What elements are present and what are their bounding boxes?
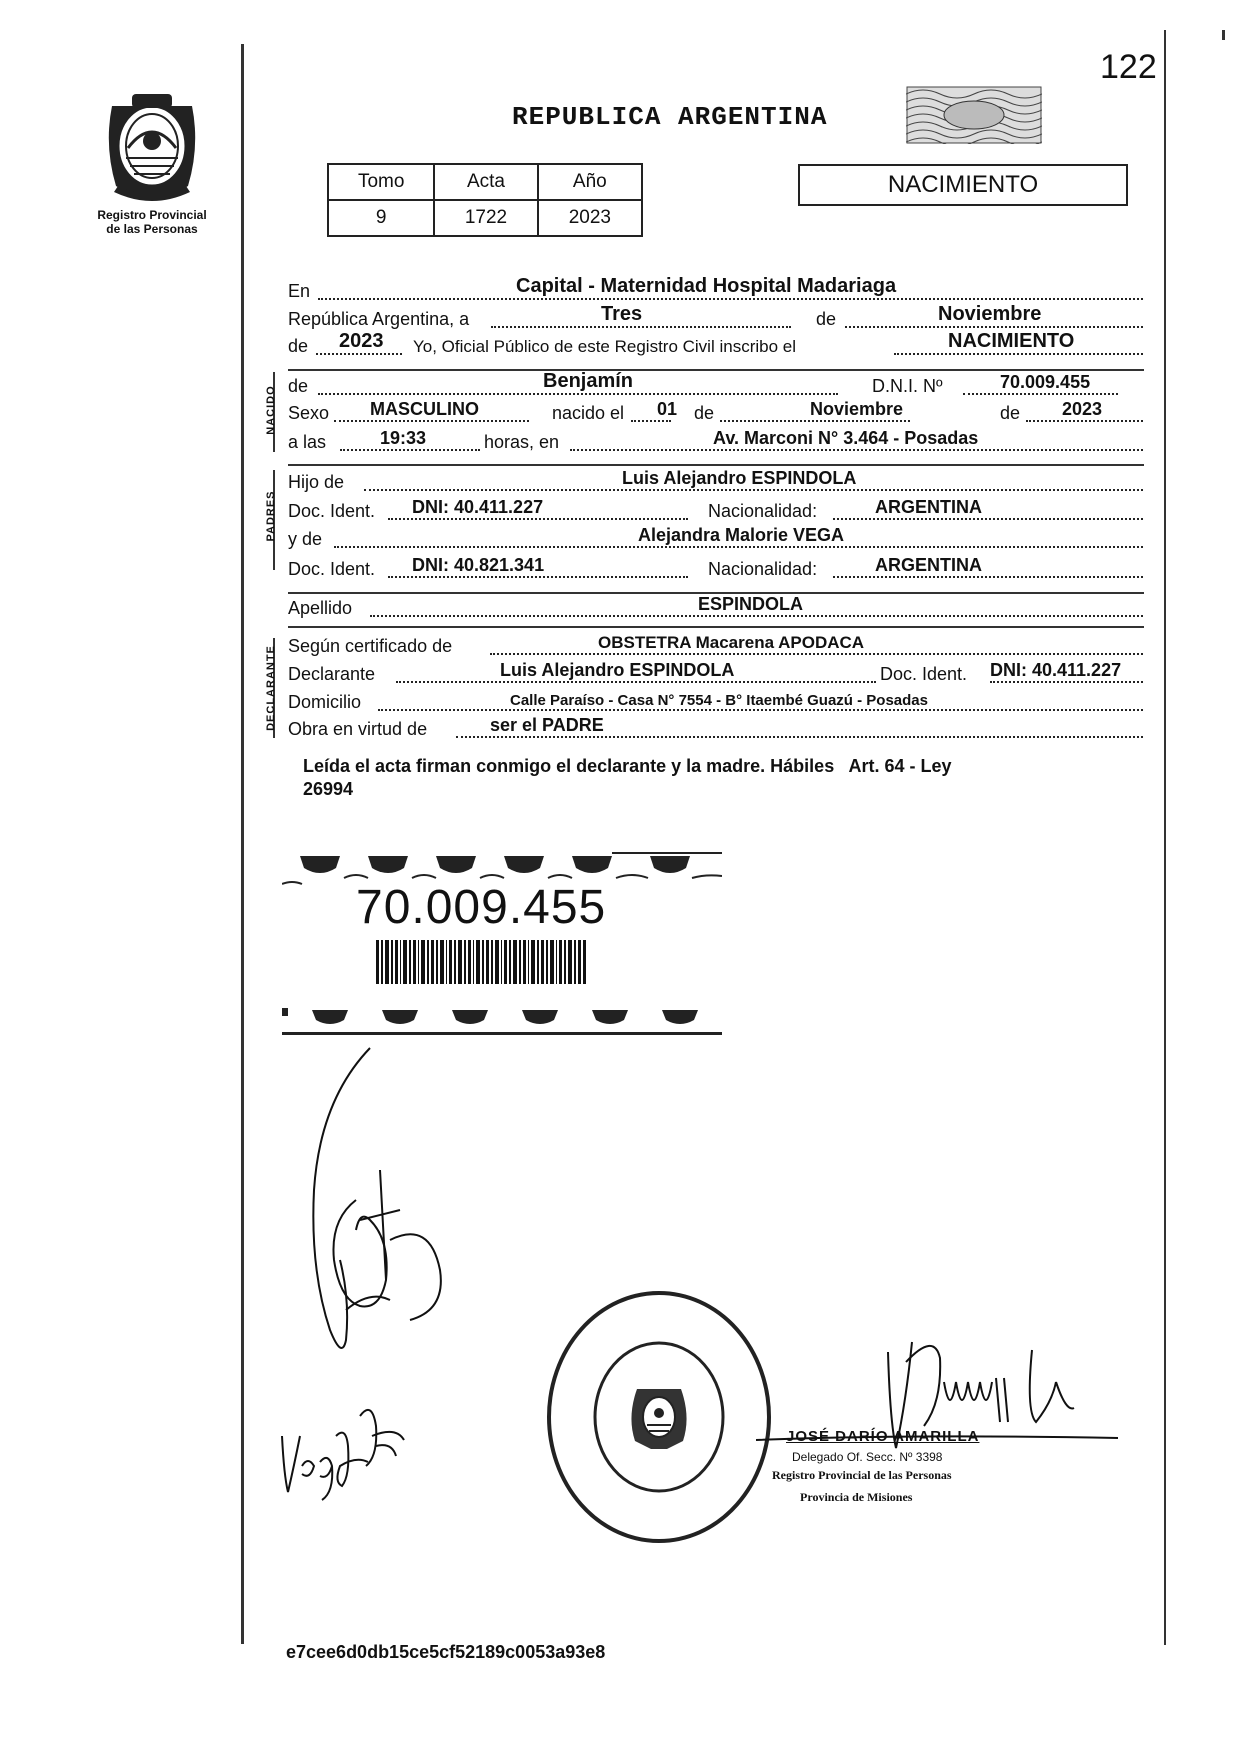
value-en: Capital - Maternidad Hospital Madariaga — [516, 275, 897, 297]
label-nac-de: de — [694, 403, 715, 423]
right-margin-rule — [1164, 30, 1166, 1645]
table-header-acta: Acta — [434, 164, 537, 200]
country-title: REPUBLICA ARGENTINA — [512, 102, 828, 132]
row-en — [288, 275, 1143, 304]
row-nombre — [288, 370, 1143, 399]
value-madre: Alejandra Malorie VEGA — [638, 525, 845, 545]
dots-madre-doc — [388, 576, 688, 578]
label-certificado: Según certificado de — [288, 636, 453, 656]
value-lugar: Av. Marconi N° 3.464 - Posadas — [713, 428, 979, 448]
row-declarante — [288, 661, 1143, 687]
row-domicilio — [288, 689, 1143, 715]
table-header-anio: Año — [538, 164, 642, 200]
dots-inscripcion — [894, 353, 1143, 355]
row-certificado — [288, 633, 1143, 659]
label-en: En — [288, 281, 311, 301]
label-de2: de — [288, 336, 309, 356]
left-margin-rule — [241, 44, 244, 1644]
side-label-declarante: DECLARANTE — [265, 645, 277, 731]
value-domicilio: Calle Paraíso - Casa N° 7554 - B° Itaembé Guazú - Posadas — [510, 692, 928, 709]
logo-caption-line1: Registro Provincial — [97, 208, 207, 222]
corner-mark — [1222, 30, 1225, 40]
reference-table — [327, 163, 643, 237]
row-hora — [288, 429, 1143, 455]
label-declarante: Declarante — [288, 664, 376, 684]
value-hora: 19:33 — [380, 428, 427, 448]
label-de: de — [816, 309, 837, 329]
value-obra: ser el PADRE — [490, 715, 604, 735]
dots-certificado — [490, 653, 1143, 655]
dots-lugar — [570, 449, 1143, 451]
dots-nac-dia — [631, 420, 671, 422]
page-number: 122 — [1100, 48, 1157, 86]
row-padre-doc — [288, 498, 1143, 524]
value-dia: Tres — [601, 303, 643, 325]
dots-nac-mes — [720, 420, 910, 422]
row-madre-doc — [288, 556, 1143, 582]
table-value-tomo: 9 — [328, 200, 434, 236]
label-yo: Yo, Oficial Público de este Registro Civil inscribo el — [413, 337, 796, 356]
value-sexo: MASCULINO — [370, 399, 479, 419]
value-apellido: ESPINDOLA — [698, 594, 804, 614]
declarant-signature — [290, 1040, 450, 1360]
value-nac-dia: 01 — [657, 399, 678, 419]
dots-domicilio — [378, 709, 1143, 711]
row-republica — [288, 303, 1143, 332]
value-inscripcion: NACIMIENTO — [948, 330, 1075, 352]
mother-signature — [276, 1396, 416, 1506]
official-province: Provincia de Misiones — [800, 1490, 913, 1504]
document-hash: e7cee6d0db15ce5cf52189c0053a93e8 — [286, 1642, 606, 1662]
value-madre-nac: ARGENTINA — [875, 555, 982, 575]
dots-en — [318, 298, 1143, 300]
label-nacionalidad-madre: Nacionalidad: — [708, 559, 818, 579]
row-apellido — [288, 595, 1143, 621]
label-declarante-doc: Doc. Ident. — [880, 664, 968, 684]
label-obra: Obra en virtud de — [288, 719, 428, 739]
dots-dni — [963, 393, 1118, 395]
dots-mes — [845, 326, 1143, 328]
value-certificado: OBSTETRA Macarena APODACA — [598, 633, 865, 652]
row-padre — [288, 469, 1143, 495]
row-sexo — [288, 400, 1143, 426]
dots-obra — [456, 736, 1143, 738]
label-doc-ident-padre: Doc. Ident. — [288, 501, 376, 521]
value-nac-anio: 2023 — [1062, 399, 1103, 419]
record-type-box: NACIMIENTO — [798, 164, 1128, 206]
side-label-padres: PADRES — [265, 490, 277, 542]
closing-text-line1: Leída el acta firman conmigo el declarante y la madre. Hábiles Art. 64 - Ley — [303, 756, 952, 776]
label-horas-en: horas, en — [484, 432, 560, 452]
dots-padre-nac — [833, 518, 1143, 520]
dots-madre — [334, 546, 1143, 548]
value-padre-nac: ARGENTINA — [875, 497, 982, 517]
id-label-bottom-pattern — [282, 1006, 722, 1038]
label-nacido-el: nacido el — [552, 403, 625, 423]
dots-sexo — [334, 420, 529, 422]
label-nac-de2: de — [1000, 403, 1021, 423]
dots-padre — [364, 489, 1143, 491]
dots-padre-doc — [388, 518, 688, 520]
row-madre — [288, 526, 1143, 552]
value-madre-doc: DNI: 40.821.341 — [412, 555, 545, 575]
value-nac-mes: Noviembre — [810, 399, 904, 419]
dots-dia — [491, 326, 791, 328]
security-hologram — [906, 86, 1042, 144]
official-seal — [544, 1288, 774, 1546]
id-label-number: 70.009.455 — [356, 881, 607, 934]
label-y-de: y de — [288, 529, 323, 549]
dots-nac-anio — [1026, 420, 1143, 422]
value-dni: 70.009.455 — [1000, 372, 1091, 392]
value-nombre: Benjamín — [543, 370, 634, 392]
side-label-nacido: NACIDO — [265, 385, 277, 435]
value-anio: 2023 — [339, 330, 384, 352]
label-apellido: Apellido — [288, 598, 353, 618]
value-mes: Noviembre — [938, 303, 1042, 325]
separator-2 — [288, 464, 1144, 466]
dots-apellido — [370, 615, 1143, 617]
label-a-las: a las — [288, 432, 327, 452]
label-hijo-de: Hijo de — [288, 472, 345, 492]
label-doc-ident-madre: Doc. Ident. — [288, 559, 376, 579]
logo-caption-line2: de las Personas — [106, 222, 198, 236]
row-obra — [288, 716, 1143, 742]
table-header-tomo: Tomo — [328, 164, 434, 200]
official-title: Delegado Of. Secc. Nº 3398 — [792, 1450, 943, 1464]
dots-anio — [316, 353, 402, 355]
separator-1 — [288, 369, 1144, 371]
label-dni: D.N.I. Nº — [872, 376, 943, 396]
barcode — [376, 940, 586, 984]
dots-nombre — [318, 393, 838, 395]
provincial-logo — [92, 86, 212, 206]
official-office: Registro Provincial de las Personas — [772, 1468, 952, 1482]
dots-hora — [340, 449, 480, 451]
dots-declarante-doc — [990, 681, 1143, 683]
table-value-anio: 2023 — [538, 200, 642, 236]
dots-madre-nac — [833, 576, 1143, 578]
label-republica: República Argentina, a — [288, 309, 470, 329]
label-nombre: de — [288, 376, 309, 396]
label-domicilio: Domicilio — [288, 692, 362, 712]
coat-of-arms-icon — [92, 86, 212, 206]
value-declarante-doc: DNI: 40.411.227 — [990, 660, 1122, 680]
value-padre-doc: DNI: 40.411.227 — [412, 497, 544, 517]
dots-declarante — [396, 681, 876, 683]
label-sexo: Sexo — [288, 403, 330, 423]
official-name: JOSÉ DARÍO AMARILLA — [786, 1428, 980, 1445]
value-padre: Luis Alejandro ESPINDOLA — [622, 468, 857, 488]
label-nacionalidad-padre: Nacionalidad: — [708, 501, 818, 521]
value-declarante: Luis Alejandro ESPINDOLA — [500, 660, 735, 680]
table-value-acta: 1722 — [434, 200, 537, 236]
row-anio — [288, 330, 1143, 359]
closing-text-line2: 26994 — [303, 779, 354, 799]
separator-4 — [288, 626, 1144, 628]
